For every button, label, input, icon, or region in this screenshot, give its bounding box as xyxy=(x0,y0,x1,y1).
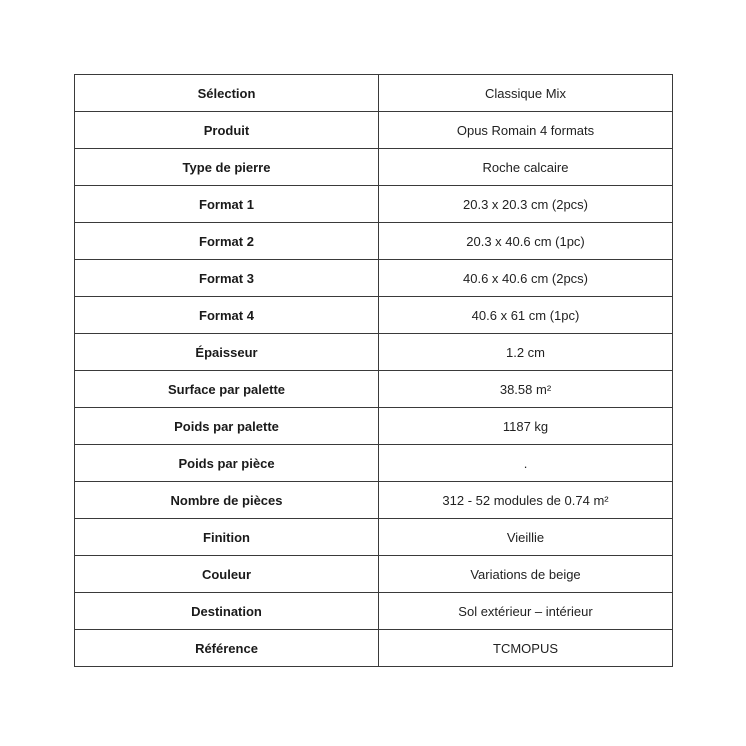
row-label: Destination xyxy=(75,593,379,630)
table-row xyxy=(75,75,673,112)
row-value: 1187 kg xyxy=(379,408,673,445)
row-value: Opus Romain 4 formats xyxy=(379,112,673,149)
table-row xyxy=(75,297,673,334)
row-label: Couleur xyxy=(75,556,379,593)
row-value: Roche calcaire xyxy=(379,149,673,186)
row-label: Poids par palette xyxy=(75,408,379,445)
table-row xyxy=(75,593,673,630)
row-value: 312 - 52 modules de 0.74 m² xyxy=(379,482,673,519)
row-label: Poids par pièce xyxy=(75,445,379,482)
table-row xyxy=(75,371,673,408)
row-value: TCMOPUS xyxy=(379,630,673,667)
table-row xyxy=(75,186,673,223)
table-row xyxy=(75,556,673,593)
row-value: 20.3 x 40.6 cm (1pc) xyxy=(379,223,673,260)
row-label: Finition xyxy=(75,519,379,556)
row-value: 1.2 cm xyxy=(379,334,673,371)
row-value: Vieillie xyxy=(379,519,673,556)
row-value: Sol extérieur – intérieur xyxy=(379,593,673,630)
table-row xyxy=(75,445,673,482)
row-label: Sélection xyxy=(75,75,379,112)
row-value: 40.6 x 40.6 cm (2pcs) xyxy=(379,260,673,297)
row-label: Format 4 xyxy=(75,297,379,334)
row-value: Variations de beige xyxy=(379,556,673,593)
row-value: Classique Mix xyxy=(379,75,673,112)
table-row xyxy=(75,482,673,519)
row-label: Nombre de pièces xyxy=(75,482,379,519)
table-row xyxy=(75,408,673,445)
row-value: 40.6 x 61 cm (1pc) xyxy=(379,297,673,334)
row-label: Épaisseur xyxy=(75,334,379,371)
row-label: Référence xyxy=(75,630,379,667)
row-label: Format 2 xyxy=(75,223,379,260)
table-row xyxy=(75,112,673,149)
row-value: 38.58 m² xyxy=(379,371,673,408)
table-row xyxy=(75,630,673,667)
row-label: Produit xyxy=(75,112,379,149)
row-value: 20.3 x 20.3 cm (2pcs) xyxy=(379,186,673,223)
table-row xyxy=(75,223,673,260)
table-row xyxy=(75,149,673,186)
table-row xyxy=(75,334,673,371)
row-label: Surface par palette xyxy=(75,371,379,408)
table-row xyxy=(75,519,673,556)
product-spec-table xyxy=(74,74,673,667)
row-label: Format 1 xyxy=(75,186,379,223)
row-label: Type de pierre xyxy=(75,149,379,186)
row-label: Format 3 xyxy=(75,260,379,297)
table-row xyxy=(75,260,673,297)
row-value: . xyxy=(379,445,673,482)
